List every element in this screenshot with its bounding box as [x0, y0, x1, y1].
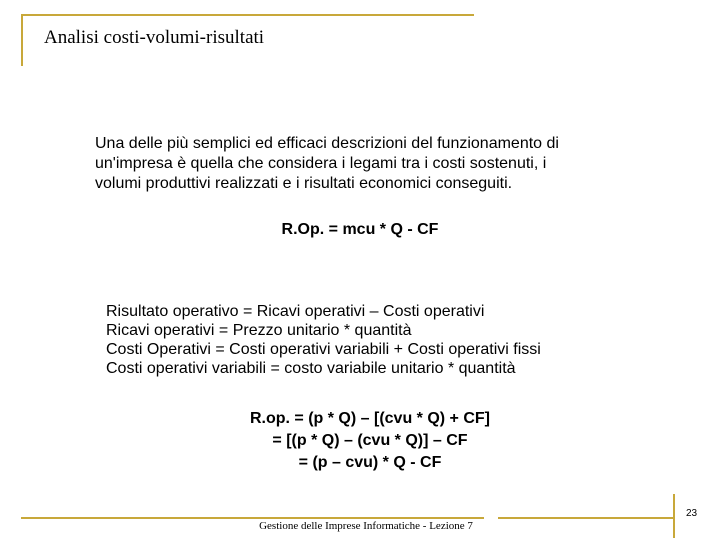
- page-number: 23: [686, 508, 698, 519]
- header-rule: [21, 14, 474, 16]
- derivation-line: = (p – cvu) * Q - CF: [298, 454, 442, 471]
- derivation-block: [0, 408, 720, 474]
- definition-line: Ricavi operativi = Prezzo unitario * quantità: [106, 322, 412, 339]
- derivation-line: R.op. = (p * Q) – [(cvu * Q) + CF]: [249, 410, 490, 427]
- intro-line: Una delle più semplici ed efficaci descrizioni del funzionamento di: [95, 135, 559, 152]
- definition-line: Risultato operativo = Ricavi operativi – Costi operativi: [106, 303, 485, 320]
- definition-line: Costi Operativi = Costi operativi variabili + Costi operativi fissi: [106, 341, 541, 358]
- definition-line: Costi operativi variabili = costo variabile unitario * quantità: [106, 360, 516, 377]
- header-vertical-rule: [21, 14, 23, 66]
- intro-paragraph: [95, 134, 655, 194]
- intro-line: un'impresa è quella che considera i legami tra i costi sostenuti, i: [95, 155, 547, 172]
- main-formula: R.Op. = mcu * Q - CF: [281, 221, 439, 238]
- slide-title: Analisi costi-volumi-risultati: [44, 27, 265, 48]
- footer-text: Gestione delle Imprese Informatiche - Lezione 7: [259, 520, 473, 532]
- derivation-line: = [(p * Q) – (cvu * Q)] – CF: [272, 432, 468, 449]
- intro-line: volumi produttivi realizzati e i risultati economici conseguiti.: [95, 175, 513, 192]
- definitions-block: [106, 302, 541, 378]
- footer-rule-right: [498, 517, 673, 519]
- footer-rule-left: [21, 517, 484, 519]
